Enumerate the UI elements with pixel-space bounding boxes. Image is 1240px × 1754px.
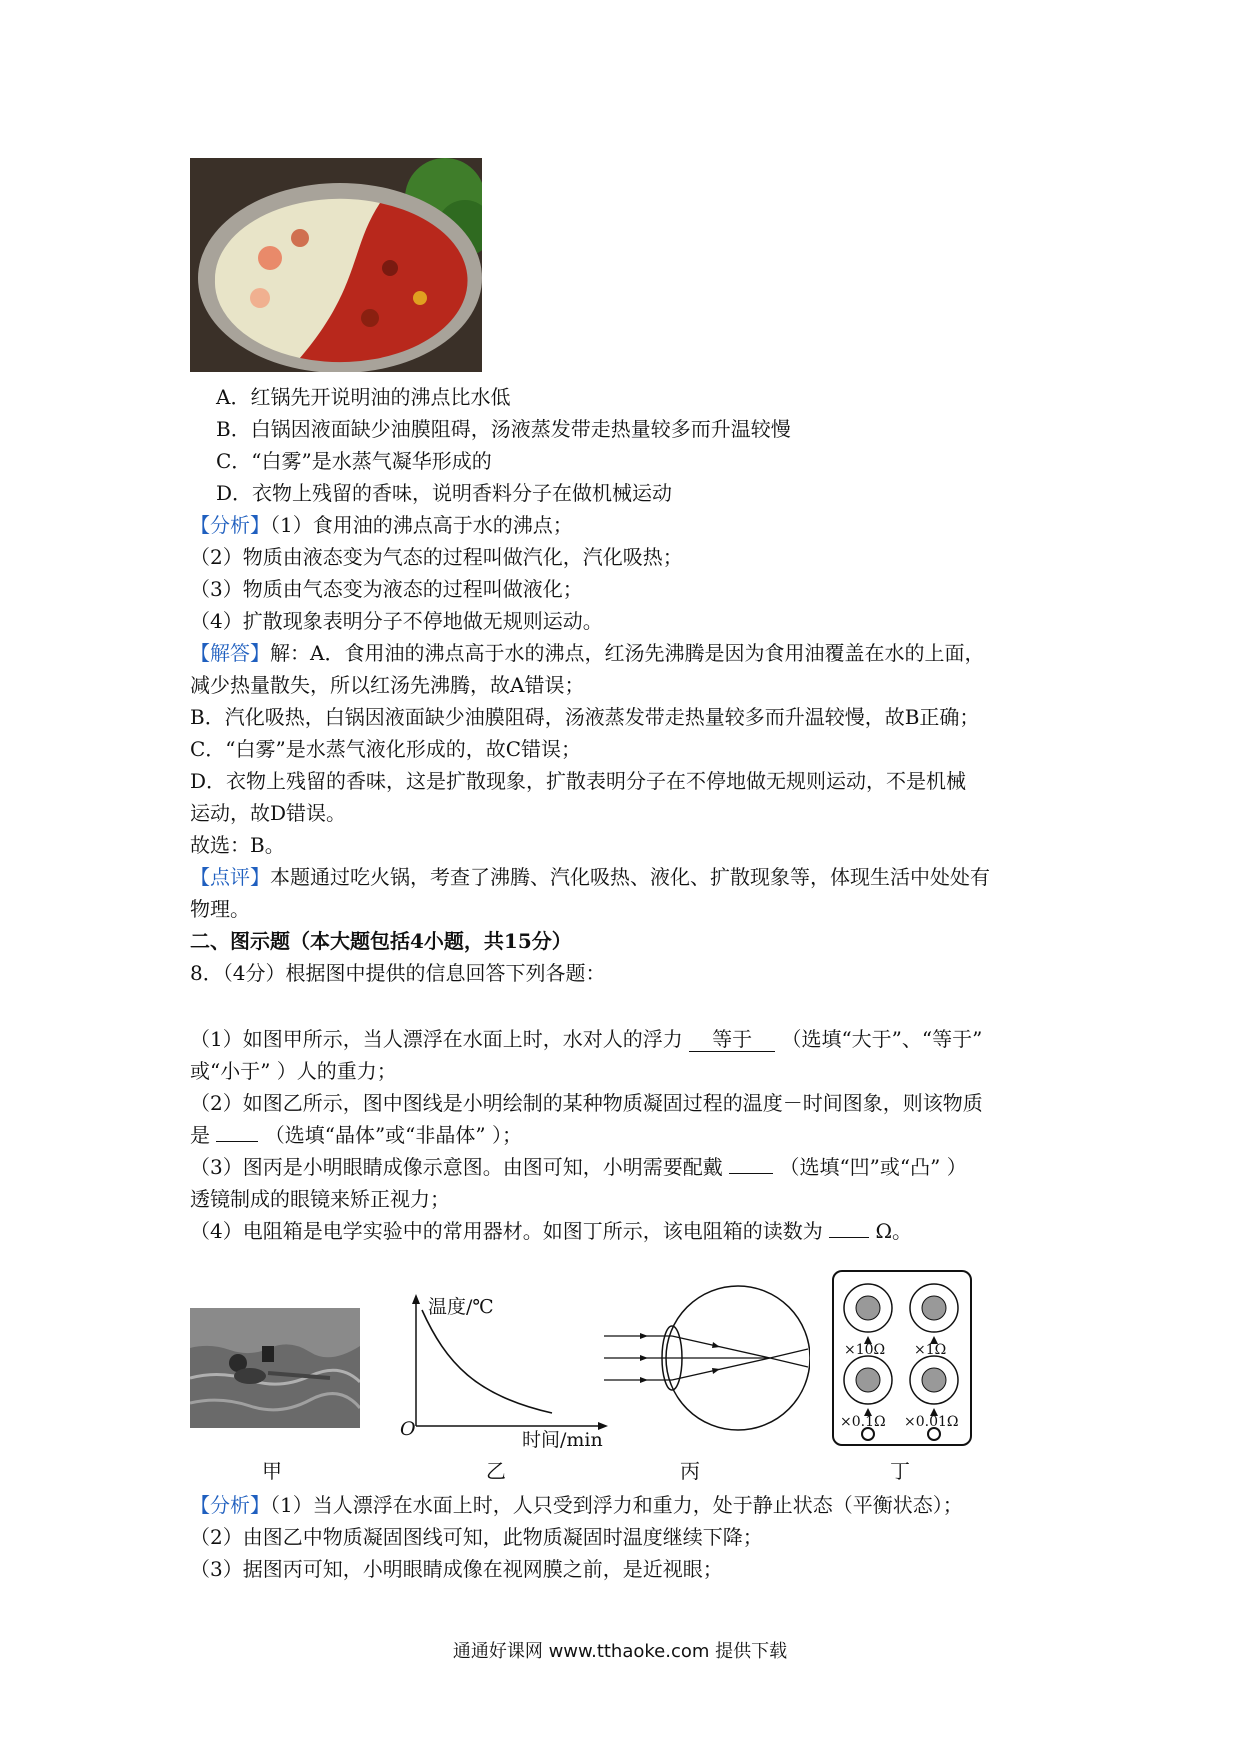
graph-x-axis-label: 时间/min: [522, 1429, 603, 1451]
comment-1-line-1: 【点评】本题通过吃火锅，考查了沸腾、汽化吸热、液化、扩散现象等，体现生活中处处有: [190, 865, 990, 889]
dial-label-x1: ×1Ω: [914, 1342, 947, 1358]
dial-label-x10: ×10Ω: [844, 1342, 886, 1358]
analysis-2-line-2: （2）由图乙中物质凝固图线可知，此物质凝固时温度继续下降；: [190, 1525, 763, 1549]
answer-1-line-6: 运动，故D错误。: [190, 801, 347, 825]
figure-caption-jia: 甲: [262, 1459, 282, 1483]
option-b: B．白锅因液面缺少油膜阻碍，汤液蒸发带走热量较多而升温较慢: [216, 417, 791, 441]
graph-origin-label: O: [400, 1418, 416, 1440]
q8-part-1-line-2: 或“小于” ）人的重力；: [190, 1059, 397, 1083]
answer-blank-3[interactable]: [729, 1173, 773, 1174]
figure-jia-floating-photo: [190, 1308, 360, 1428]
q8-part-2-line-1: （2）如图乙所示，图中图线是小明绘制的某种物质凝固过程的温度－时间图象，则该物质: [190, 1091, 983, 1115]
q8-part-3-line-2: 透镜制成的眼镜来矫正视力；: [190, 1187, 450, 1211]
analysis-tag: 【分析】: [190, 513, 270, 537]
analysis-2-line-3: （3）据图丙可知，小明眼睛成像在视网膜之前，是近视眼；: [190, 1557, 723, 1581]
answer-blank-4[interactable]: [829, 1237, 869, 1238]
figure-ding-resistance-box: [832, 1270, 972, 1446]
comment-tag: 【点评】: [190, 865, 270, 889]
analysis-1-line-4: （4）扩散现象表明分子不停地做无规则运动。: [190, 609, 603, 633]
graph-y-axis-label: 温度/℃: [428, 1296, 494, 1318]
answer-1-line-1: 【解答】解：A．食用油的沸点高于水的沸点，红汤先沸腾是因为食用油覆盖在水的上面，: [190, 641, 985, 665]
analysis-tag: 【分析】: [190, 1493, 270, 1517]
analysis-2-line-1: 【分析】（1）当人漂浮在水面上时，人只受到浮力和重力，处于静止状态（平衡状态）；: [190, 1493, 963, 1517]
answer-1-line-5: D．衣物上残留的香味，这是扩散现象，扩散表明分子在不停地做无规则运动，不是机械: [190, 769, 967, 793]
option-d: D．衣物上残留的香味，说明香料分子在做机械运动: [216, 481, 673, 505]
analysis-1-line-2: （2）物质由液态变为气态的过程叫做汽化，汽化吸热；: [190, 545, 683, 569]
answer-1-line-3: B．汽化吸热，白锅因液面缺少油膜阻碍，汤液蒸发带走热量较多而升温较慢，故B正确；: [190, 705, 980, 729]
section-2-heading: 二、图示题（本大题包括4小题，共15分）: [190, 929, 572, 953]
answer-1-line-2: 减少热量散失，所以红汤先沸腾，故A错误；: [190, 673, 585, 697]
option-c: C．“白雾”是水蒸气凝华形成的: [216, 449, 492, 473]
figure-caption-ding: 丁: [890, 1459, 910, 1483]
dial-icon: [844, 1356, 892, 1416]
analysis-1-line-3: （3）物质由气态变为液态的过程叫做液化；: [190, 577, 583, 601]
figure-bing-eye-diagram: [600, 1278, 810, 1440]
q8-part-4: （4）电阻箱是电学实验中的常用器材。如图丁所示，该电阻箱的读数为 Ω。: [190, 1219, 913, 1243]
comment-1-line-2: 物理。: [190, 897, 250, 921]
hotpot-photo: [190, 158, 482, 372]
q8-part-2-line-2: 是 （选填“晶体”或“非晶体” ）；: [190, 1123, 522, 1147]
answer-1-choice: 故选：B。: [190, 833, 285, 857]
dial-label-x0.01: ×0.01Ω: [904, 1414, 959, 1430]
dial-icon: [910, 1356, 958, 1416]
question-8-stem: 8．（4分）根据图中提供的信息回答下列各题：: [190, 961, 606, 985]
q8-part-1-line-1: （1）如图甲所示，当人漂浮在水面上时，水对人的浮力 等于 （选填“大于”、“等于”: [190, 1027, 983, 1051]
q8-part-3-line-1: （3）图丙是小明眼睛成像示意图。由图可知，小明需要配戴 （选填“凹”或“凸” ）: [190, 1155, 967, 1179]
answer-1-line-4: C．“白雾”是水蒸气液化形成的，故C错误；: [190, 737, 582, 761]
page-footer: 通通好课网 www.tthaoke.com 提供下载: [452, 1641, 788, 1662]
answer-blank-2[interactable]: [216, 1141, 258, 1142]
answer-blank-1[interactable]: 等于: [689, 1027, 775, 1052]
dial-icon: [844, 1284, 892, 1344]
answer-tag: 【解答】: [190, 641, 270, 665]
figure-caption-bing: 丙: [680, 1459, 700, 1483]
dial-label-x0.1: ×0.1Ω: [840, 1414, 886, 1430]
option-a: A．红锅先开说明油的沸点比水低: [216, 385, 511, 409]
figure-caption-yi: 乙: [486, 1459, 506, 1483]
dial-icon: [910, 1284, 958, 1344]
analysis-1-line-1: 【分析】（1）食用油的沸点高于水的沸点；: [190, 513, 573, 537]
